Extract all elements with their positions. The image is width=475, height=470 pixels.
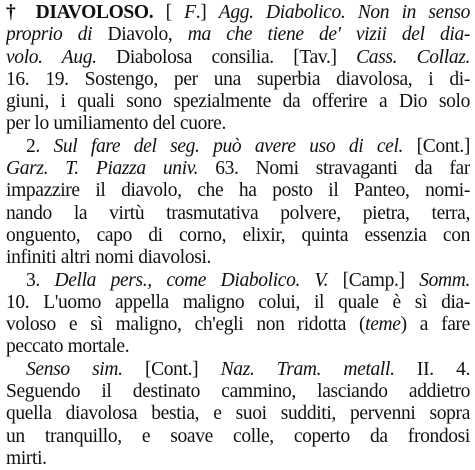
body-text: 63. Nomi stravaganti da far	[198, 158, 470, 180]
body-text: infiniti altri nomi diavolosi.	[6, 247, 212, 269]
entry-line	[6, 47, 470, 69]
body-text: impazzire il diavolo, che ha posto il Panteo, nomi-	[6, 180, 470, 202]
body-text: [	[153, 2, 185, 23]
italic-text: Della pers., come Diabolico. V.	[54, 269, 329, 291]
entry-line	[6, 247, 470, 269]
entry-line	[6, 2, 470, 24]
entry-line	[6, 113, 470, 135]
body-text: mirti.	[6, 447, 47, 469]
italic-text: F	[184, 2, 196, 23]
headword-text: DIAVOLOSO.	[35, 2, 154, 23]
body-text: Diabolosa consilia. [Tav.]	[96, 46, 357, 68]
italic-text: Sul fare del seg. può avere uso di cel.	[53, 135, 404, 157]
entry-line	[6, 270, 470, 292]
dictionary-entry-diavoloso	[6, 2, 470, 470]
entry-line	[6, 403, 470, 425]
body-text: per lo umiliamento del cuore.	[6, 113, 226, 135]
entry-line	[6, 448, 470, 470]
body-text: ) a fare	[400, 314, 470, 336]
italic-text: proprio di	[6, 24, 93, 46]
entry-line	[6, 314, 470, 336]
entry-line	[6, 426, 470, 448]
entry-line	[6, 91, 470, 113]
body-text: voloso e sì maligno, ch'egli non ridotta (	[6, 314, 366, 336]
italic-text: Agg. Diabolico. Non in senso	[218, 2, 470, 23]
body-text: un tranquillo, e soave colle, coperto da frondosi	[6, 425, 470, 447]
entry-line	[6, 381, 470, 403]
body-text: Seguendo il destinato cammino, lasciando addietro	[6, 381, 470, 403]
body-text: onguento, capo di corno, elixir, quinta essenzia con	[6, 224, 470, 246]
italic-text: Naz. Tram. metall.	[220, 358, 395, 380]
entry-line	[6, 292, 470, 314]
entry-line	[6, 203, 470, 225]
body-text: giuni, i quali sono spezialmente da offerire a Dio solo	[6, 91, 470, 113]
body-text: 16. 19. Sostengo, per una superbia diavolosa, i di-	[6, 68, 470, 90]
italic-text: Senso sim.	[26, 358, 123, 380]
body-text: [Cont.]	[122, 358, 221, 380]
entry-line	[6, 158, 470, 180]
body-text: II. 4.	[394, 358, 470, 380]
italic-text: volo. Aug.	[6, 46, 97, 68]
entry-line	[6, 225, 470, 247]
entry-line	[6, 24, 470, 46]
body-text: nando la virtù trasmutativa polvere, pietra, terra,	[6, 202, 470, 224]
entry-line	[6, 359, 470, 381]
body-text: quella diavolosa bestia, e suoi sudditi, pervenni sopra	[6, 403, 470, 425]
italic-text: Garz. T. Piazza univ.	[6, 158, 199, 180]
body-text: 10. L'uomo appella maligno colui, il quale è sì dia-	[6, 291, 470, 313]
body-text: Diavolo,	[92, 24, 188, 46]
italic-text: Somm.	[419, 269, 470, 291]
italic-text: Cass. Collaz.	[356, 46, 470, 68]
body-text: 3.	[26, 269, 55, 291]
entry-line	[6, 69, 470, 91]
italic-text: teme	[365, 314, 401, 336]
entry-line	[6, 180, 470, 202]
body-text: [Cont.]	[403, 135, 470, 157]
italic-text: ma che tiene de' vizii del dia-	[187, 24, 470, 46]
body-text: [Camp.]	[328, 269, 420, 291]
headword-text: †	[6, 2, 36, 23]
body-text: .]	[195, 2, 219, 23]
body-text: peccato mortale.	[6, 336, 130, 358]
entry-line	[6, 336, 470, 358]
body-text: 2.	[26, 135, 54, 157]
entry-line	[6, 136, 470, 158]
